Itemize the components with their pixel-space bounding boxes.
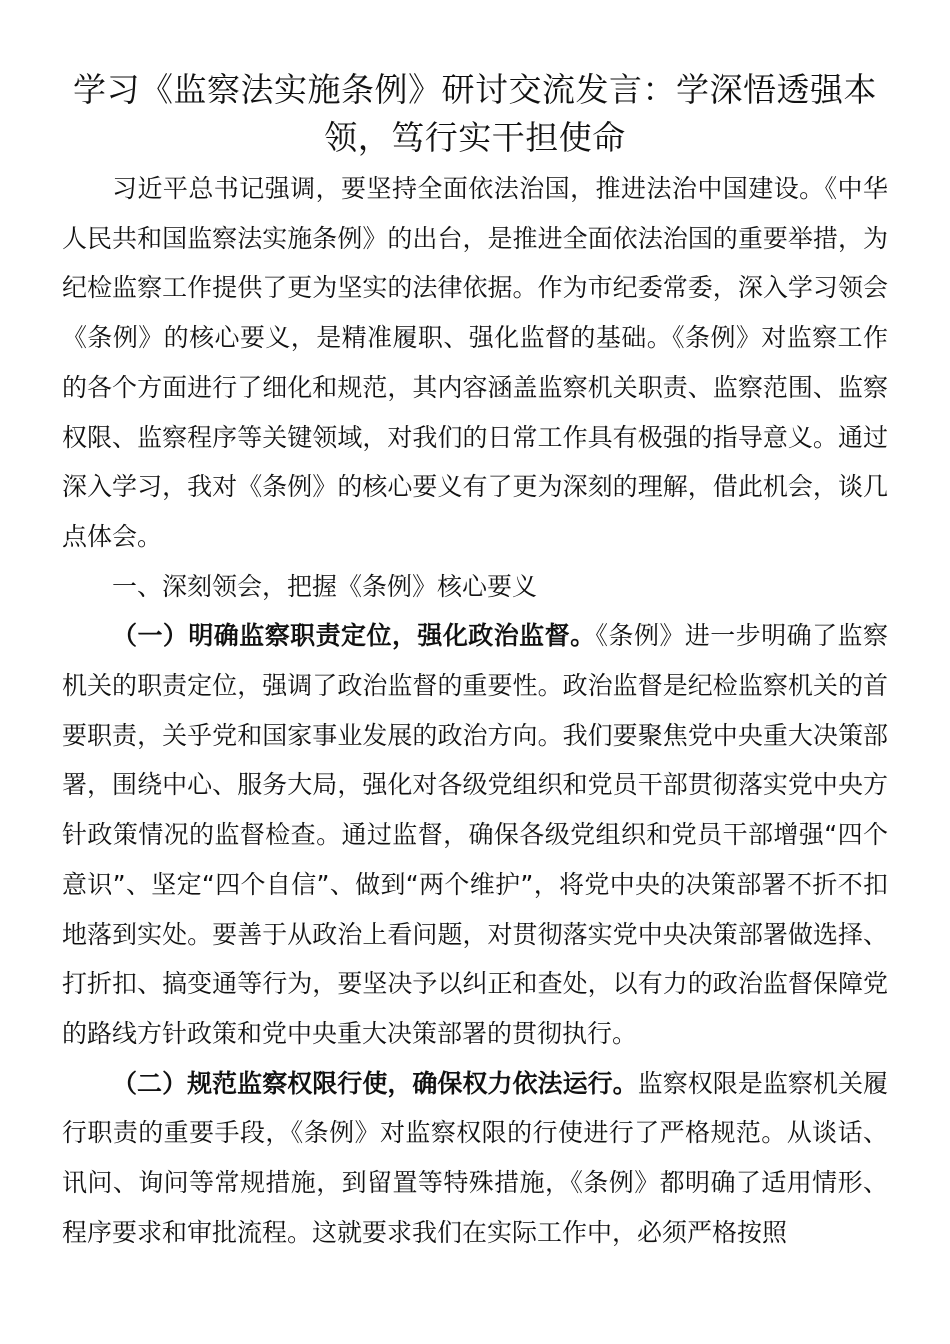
document-title: 学习《监察法实施条例》研讨交流发言：学深悟透强本领，笃行实干担使命 bbox=[73, 70, 877, 157]
intro-paragraph: 习近平总书记强调，要坚持全面依法治国，推进法治中国建设。《中华人民共和国监察法实施条例》的出台，是推进全面依法治国的重要举措，为纪检监察工作提供了更为坚实的法律依据。作为市纪委常委，深入学习领会《条例》的核心要义，是精准履职、强化监督的基础。《条例》对监察工作的各个方面进行了细化和规范，其内容涵盖监察机关职责、监察范围、监察权限、监察程序等关键领域，对我们的日常工作具有极强的指导意义。通过深入学习，我对《条例》的核心要义有了更为深刻的理解，借此机会，谈几点体会。 bbox=[62, 174, 888, 551]
item-1-lead: （一）明确监察职责定位，强化政治监督。 bbox=[112, 621, 596, 651]
section-item-2 bbox=[62, 1059, 888, 1258]
section-heading: 一、深刻领会，把握《条例》核心要义 bbox=[112, 571, 538, 601]
item-1-body: 《条例》进一步明确了监察机关的职责定位，强调了政治监督的重要性。政治监督是纪检监察机关的首要职责，关乎党和国家事业发展的政治方向。我们要聚焦党中央重大决策部署，围绕中心、服务大局，强化对各级党组织和党员干部贯彻落实党中央方针政策情况的监督检查。通过监督，确保各级党组织和党员干部增强“四个意识”、坚定“四个自信”、做到“两个维护”，将党中央的决策部署不折不扣地落到实处。要善于从政治上看问题，对贯彻落实党中央决策部署做选择、打折扣、搞变通等行为，要坚决予以纠正和查处，以有力的政治监督保障党的路线方针政策和党中央重大决策部署的贯彻执行。 bbox=[62, 621, 888, 1048]
item-2-body: 监察权限是监察机关履行职责的重要手段，《条例》对监察权限的行使进行了严格规范。从谈话、讯问、询问等常规措施，到留置等特殊措施，《条例》都明确了适用情形、程序要求和审批流程。这就要求我们在实际工作中，必须严格按照 bbox=[62, 1068, 888, 1247]
section-item-1 bbox=[62, 611, 888, 1058]
item-2-lead: （二）规范监察权限行使，确保权力依法运行。 bbox=[112, 1068, 638, 1098]
